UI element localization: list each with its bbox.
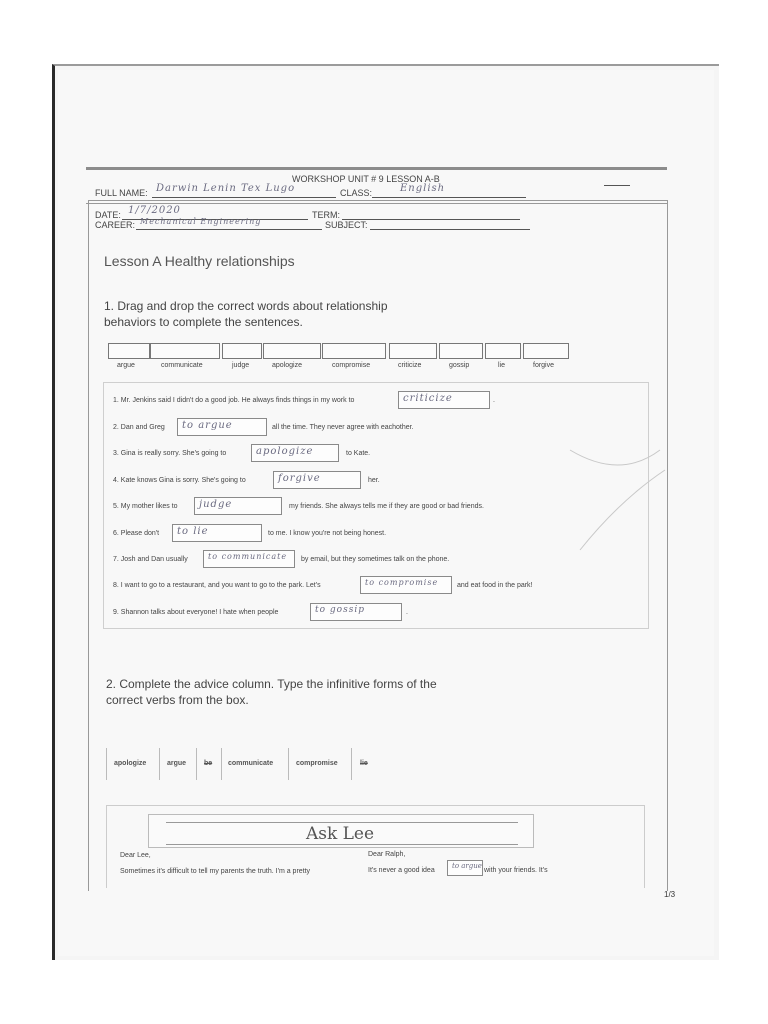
banner-rule-top xyxy=(166,822,518,823)
question2-title-line2: correct verbs from the box. xyxy=(106,693,249,707)
word-label[interactable]: argue xyxy=(117,362,135,369)
word-label[interactable]: gossip xyxy=(449,362,470,369)
full-name-value: Darwin Lenin Tex Lugo xyxy=(156,183,296,194)
class-label: CLASS: xyxy=(340,188,373,198)
career-value: Mechanical Engineering xyxy=(140,217,262,226)
subject-label: SUBJECT: xyxy=(325,220,368,230)
word-slot-forgive[interactable] xyxy=(523,343,569,359)
word-slot-compromise[interactable] xyxy=(322,343,386,359)
word-slot-communicate[interactable] xyxy=(150,343,220,359)
sentence-text: 6. Please don't xyxy=(113,530,160,537)
verb-box xyxy=(106,748,107,780)
reply-greeting: Dear Ralph, xyxy=(368,851,406,858)
verb-item: apologize xyxy=(114,760,147,767)
sentence-text: 3. Gina is really sorry. She's going to xyxy=(113,450,227,457)
word-slot-gossip[interactable] xyxy=(439,343,483,359)
reply-text: It's never a good idea xyxy=(368,867,435,874)
career-label: CAREER: xyxy=(95,220,136,230)
sentence-text: all the time. They never agree with eachother. xyxy=(272,424,414,431)
word-slot-criticize[interactable] xyxy=(389,343,437,359)
word-label[interactable]: criticize xyxy=(398,362,422,369)
word-label[interactable]: lie xyxy=(498,362,506,369)
answer-box[interactable] xyxy=(194,497,282,515)
word-label[interactable]: forgive xyxy=(533,362,555,369)
verb-divider xyxy=(288,748,289,780)
reply-text: with your friends. It's xyxy=(484,867,548,874)
word-label[interactable]: compromise xyxy=(332,362,371,369)
class-value: English xyxy=(400,183,446,194)
sentence-text: by email, but they sometimes talk on the phone. xyxy=(301,556,450,563)
sentence-text: 4. Kate knows Gina is sorry. She's going to xyxy=(113,477,246,484)
date-value: 1/7/2020 xyxy=(128,205,181,216)
verb-divider xyxy=(221,748,222,780)
answer-box[interactable] xyxy=(273,471,361,489)
question2-title-line1: 2. Complete the advice column. Type the infinitive forms of the xyxy=(106,677,437,691)
banner-rule-bottom xyxy=(166,844,518,845)
class-line xyxy=(372,186,526,198)
corner-mark xyxy=(604,185,630,186)
reply-answer-value: to argue xyxy=(452,862,482,870)
answer-value: to gossip xyxy=(315,605,365,615)
page-number: 1/3 xyxy=(664,890,676,899)
verb-item: compromise xyxy=(296,760,338,767)
advice-column-title: Ask Lee xyxy=(305,824,375,844)
verb-item: communicate xyxy=(228,760,274,767)
answer-value: criticize xyxy=(403,393,453,404)
sentence-text: my friends. She always tells me if they are good or bad friends. xyxy=(289,503,484,510)
sentence-text: 8. I want to go to a restaurant, and you want to go to the park. Let's xyxy=(113,582,321,589)
answer-box[interactable] xyxy=(398,391,490,409)
sentence-text: her. xyxy=(368,477,380,484)
full-name-label: FULL NAME: xyxy=(95,188,148,198)
verb-item: lie xyxy=(360,760,368,767)
sentence-text: to Kate. xyxy=(346,450,371,457)
sentence-text: . xyxy=(406,609,408,616)
word-label[interactable]: judge xyxy=(232,362,250,369)
header-rule xyxy=(86,167,667,170)
sentence-text: . xyxy=(493,397,495,404)
answer-value: forgive xyxy=(278,473,321,484)
word-slot-argue[interactable] xyxy=(108,343,150,359)
question1-title-line2: behaviors to complete the sentences. xyxy=(104,315,303,329)
term-label: TERM: xyxy=(312,210,340,220)
sentence-text: 5. My mother likes to xyxy=(113,503,178,510)
lesson-title: Lesson A Healthy relationships xyxy=(104,253,295,269)
answer-box[interactable] xyxy=(251,444,339,462)
verb-item: be xyxy=(204,760,213,767)
pencil-mark xyxy=(560,440,670,570)
answer-box[interactable] xyxy=(310,603,402,621)
reply-answer-box[interactable] xyxy=(447,860,483,876)
sentence-text: 7. Josh and Dan usually xyxy=(113,556,188,563)
sentence-text: and eat food in the park! xyxy=(457,582,533,589)
sentence-text: 9. Shannon talks about everyone! I hate when people xyxy=(113,609,279,616)
letter-text: Sometimes it's difficult to tell my parents the truth. I'm a pretty xyxy=(120,868,311,875)
question1-title-line1: 1. Drag and drop the correct words about relationship xyxy=(104,299,388,313)
answer-value: apologize xyxy=(256,446,314,457)
answer-box[interactable] xyxy=(360,576,452,594)
answer-value: to communicate xyxy=(208,552,288,561)
letter-greeting: Dear Lee, xyxy=(120,852,151,859)
verb-divider xyxy=(196,748,197,780)
sentence-text: to me. I know you're not being honest. xyxy=(268,530,387,537)
answer-value: to compromise xyxy=(365,578,439,587)
verb-item: argue xyxy=(167,760,187,767)
word-slot-judge[interactable] xyxy=(222,343,262,359)
answer-value: to lie xyxy=(177,526,209,537)
word-slot-lie[interactable] xyxy=(485,343,521,359)
answer-box[interactable] xyxy=(203,550,295,568)
answer-box[interactable] xyxy=(172,524,262,542)
date-label: DATE: xyxy=(95,210,121,220)
word-slot-apologize[interactable] xyxy=(263,343,321,359)
word-label[interactable]: apologize xyxy=(272,362,302,369)
verb-divider xyxy=(351,748,352,780)
workshop-title: WORKSHOP UNIT # 9 LESSON A-B xyxy=(292,174,440,184)
answer-value: judge xyxy=(199,499,233,510)
answer-value: to argue xyxy=(182,420,233,431)
answer-box[interactable] xyxy=(177,418,267,436)
verb-divider xyxy=(159,748,160,780)
word-label[interactable]: communicate xyxy=(161,362,203,369)
sentence-text: 2. Dan and Greg xyxy=(113,424,165,431)
sentence-text: 1. Mr. Jenkins said I didn't do a good job. He always finds things in my work to xyxy=(113,397,355,404)
